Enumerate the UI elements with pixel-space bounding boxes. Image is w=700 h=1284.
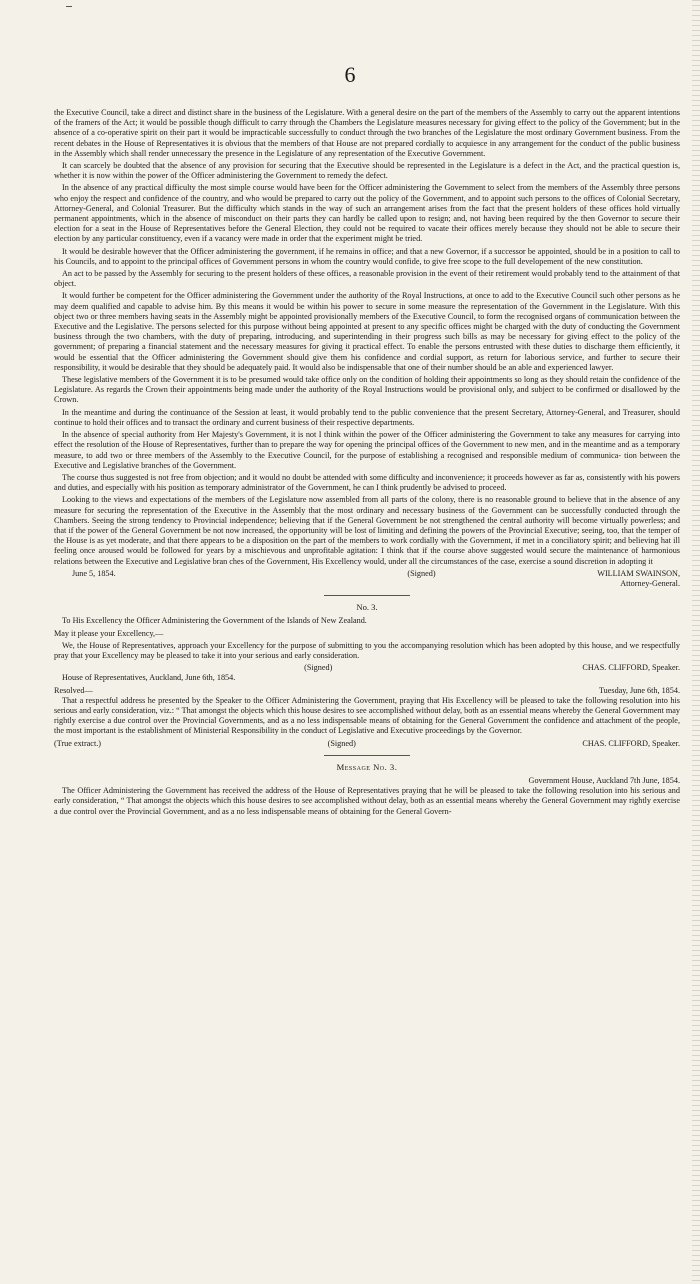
address-text: We, the House of Representatives, approach your Excellency for the purpose of submitting to you the accompanying resolution which has been adopted by this house, and we respectfully pray that your Excellency may be pleased to take it into your serious and early consideration.	[54, 640, 680, 660]
house-place: House of Representatives, Auckland, June 6th, 1854.	[62, 673, 236, 683]
paragraph-4: It would be desirable however that the Officer administering the government, if he remains in office; and that a new Governor, if a successor be appointed, should be in a position to call to his Councils, and to appoint to the principal offices of Government persons in whom the country would confide, to give free scope to the full developement of the new constitution.	[54, 246, 680, 266]
top-mark	[66, 6, 72, 7]
signature-signed-3: (Signed)	[327, 738, 356, 748]
signature-name: WILLIAM SWAINSON,	[597, 568, 680, 578]
message-place-date: Government House, Auckland 7th June, 1854.	[528, 775, 680, 785]
paragraph-9: In the absence of special authority from Her Majesty's Government, it is not I think within the power of the Officer administering the Government to take any measures for carrying into effect the resolution of the House of Representatives, further than to prepare the way for opening the principal offices of the Government to new men, and in the meantime and as a temporary measure, to add two or three members of the Assembly to the Executive Council, for the purpose of establishing a recognised and responsible medium of communica- tion between the Executive and Legislative branches of the Government.	[54, 430, 680, 470]
section-heading-message: Message No. 3.	[336, 761, 398, 772]
paragraph-3: In the absence of any practical difficulty the most simple course would have been for the Officer administering the Government to select from the members of the Assembly three persons who enjoy the respect and confidence of the country, and who would be prepared to carry out the policy of the Government, and to appoint such persons to the offices of Colonial Secretary, Attorney-General, and Colonial Treasurer. But the difficulty which stands in the way of such an arrangement arises from the fact that the present holders of these offices hold virtually permanent appointments, which in the absence of misconduct on their parts they can hardly be called upon to resign; and, not having been required by the then Governor to secure their election for a seat in the House of Representatives before the General Election, they could not be required to vacate their offices merely because they should not be able to secure their election by any particular constituency, even if a vacancy were made in order that the experiment might be tried.	[54, 183, 680, 244]
section-heading-no3: No. 3.	[356, 602, 378, 613]
paragraph-2: It can scarcely be doubted that the absence of any provision for securing that the Executive should be represented in the Legislature is a defect in the Act, and the practical question is, whether it is now within the power of the Officer administering the Government to remedy the defect.	[54, 161, 680, 181]
paragraph-6: It would further be competent for the Officer administering the Government under the authority of the Royal Instructions, at once to add to the Executive Council such other persons as he may deem qualified and capable to advise him. By this means it would be within his power to secure in some measure the representation of the Government in the Legislature. With this object two or three members having seats in the Assembly might be appointed provisionally members of the Executive Council, to form the recognised organs of communication between the Executive and the Legislative. The persons selected for this purpose without being appointed at present to any specific offices might be charged with the duty of conducting the Government business through the two chambers, with the duty of preparing, introducing, and superintending in their progress such bills as may be necessary for giving effect to the policy of the government; of preparing a financial statement and the necessary measures for giving it practical effect. To enable the persons entrusted with these duties to discharge them efficiently, it would be essential that the Officer administering the Government should give them his confidence and cordial support, as return for laborious service, and further to secure their responsibility, it would be desirable that they should be adequately paid. It would also be indispensable that one of their number should be an able and experienced lawyer.	[54, 291, 680, 372]
resolved-line	[54, 686, 680, 696]
document-body	[54, 108, 680, 819]
page-number: 6	[344, 62, 356, 87]
paragraph-1: the Executive Council, take a direct and distinct share in the business of the Legislature. With a general desire on the part of the members of the Assembly to carry out the apparent intentions of the framers of the Act; it would be possible though difficult to carry through the Chambers the Legislature measures necessary for giving effect to the policy of the Government; but in the absence of a co-operative spirit on their part it would be impracticable successfully to conduct through the two branches of the Legislature the most ordinary Government business. From the recent debates in the House of Representatives it is obvious that the members of that House are not prepared cordially to acquiesce in any arrangement for the conduct of the public business in the Assembly which shall render unnecessary the presence in the Legislature of any representation of the Executive Government.	[54, 108, 680, 158]
resolved-date: Tuesday, June 6th, 1854.	[598, 685, 680, 695]
paragraph-7: These legislative members of the Government it is to be presumed would take office only on the condition of holding their appointments so long as they should retain the confidence of the Legislature. As regards the Crown their appointments being made under the authority of the Royal Instructions would be provisional only, and subject to be confirmed or disallowed by the Crown.	[54, 375, 680, 405]
signature-signed: (Signed)	[407, 568, 436, 578]
paragraph-5: An act to be passed by the Assembly for securing to the present holders of these offices, a reasonable provision in the event of their retirement would probably tend to the attainment of that object.	[54, 269, 680, 289]
paragraph-8: In the meantime and during the continuance of the Session at least, it would probably tend to the public convenience that the present Secretary, Attorney-General, and Treasurer, should continue to hold their offices and to transact the ordinary and current business of their respective departments.	[54, 407, 680, 427]
signature-speaker: CHAS. CLIFFORD, Speaker.	[582, 663, 680, 673]
resolved-label: Resolved—	[54, 685, 93, 695]
message-text: The Officer Administering the Government has received the address of the House of Representatives praying that he will be pleased to take the following resolution into his serious and early consideration, “ That amongst the objects which this house desires to see accomplished without delay, both as an essential means whereby the General Government may rightly exercise a due control over the Provincial Government, and as a no less indispensable means of obtaining for the General Govern-	[54, 786, 680, 816]
true-extract: (True extract.)	[54, 738, 101, 748]
signature-line-3	[54, 739, 680, 749]
address-to: To His Excellency the Officer Administering the Government of the Islands of New Zealand.	[62, 616, 367, 626]
page-edge	[692, 0, 700, 1284]
resolution-text: That a respectful address he presented by the Speaker to the Officer Administering the Government, praying that His Excellency will be pleased to take the following resolution into his serious and early consideration, viz.: “ That amongst the objects which this house desires to see accomplished without delay, both as an essential means whereby the General Government may rightly exercise a due control over the Provincial Governments, and as a no less indispensable means of obtaining for the General Government the confidence and attachment of the people, the most important is the establishment of Ministerial Responsibility in the conduct of Legislative and Executive proceedings by the Governor.	[54, 695, 680, 736]
divider-2	[324, 755, 410, 756]
paragraph-10: The course thus suggested is not free from objection; and it would no doubt be attended with some difficulty and inconvenience; it proceeds however as far as, consistently with his powers and duties, and especially with his position as temporary administrator of the Government, he can I think prudently be advised to proceed.	[54, 472, 680, 493]
signature-speaker-2: CHAS. CLIFFORD, Speaker.	[582, 738, 680, 748]
paragraph-11: Looking to the views and expectations of the members of the Legislature now assembled from all parts of the colony, there is no reasonable ground to believe that in the absence of any measure for securing the representation of the Executive in the Assembly that the most ordinary and necessary business of the Government can be successfully conducted through the Chambers. Seeing the strong tendency to Provincial independence; believing that if the General Government be not strengthened the central authority will become virtually powerless; and that if the power of the General Government be not now increased, the opportunity will be lost of limiting and defining the powers of the Provincial Executive; seeing, too, that the temper of the House is as yet moderate, and that there appears to be a disposition on the part of the members to work cordially with the Government, if met in a conciliatory spirit; and believing hat ill feeling once aroused would be followed for years by a mischievous and unprofitable agitation: I think that if the course above suggested would secure the maintenance of harmonious relations between the Executive and Legislative bran ches of the Government, His Excellency would, under all the circumstances of the case, exercise a sound discretion in adopting it	[54, 495, 680, 566]
divider	[324, 595, 410, 596]
signature-line-1	[54, 569, 680, 579]
signature-signed-2: (Signed)	[304, 663, 333, 673]
salutation: May it please your Excellency,—	[54, 628, 164, 638]
signature-title: Attorney-General.	[620, 578, 680, 588]
signature-date: June 5, 1854.	[72, 568, 116, 578]
signature-line-2	[54, 663, 680, 673]
